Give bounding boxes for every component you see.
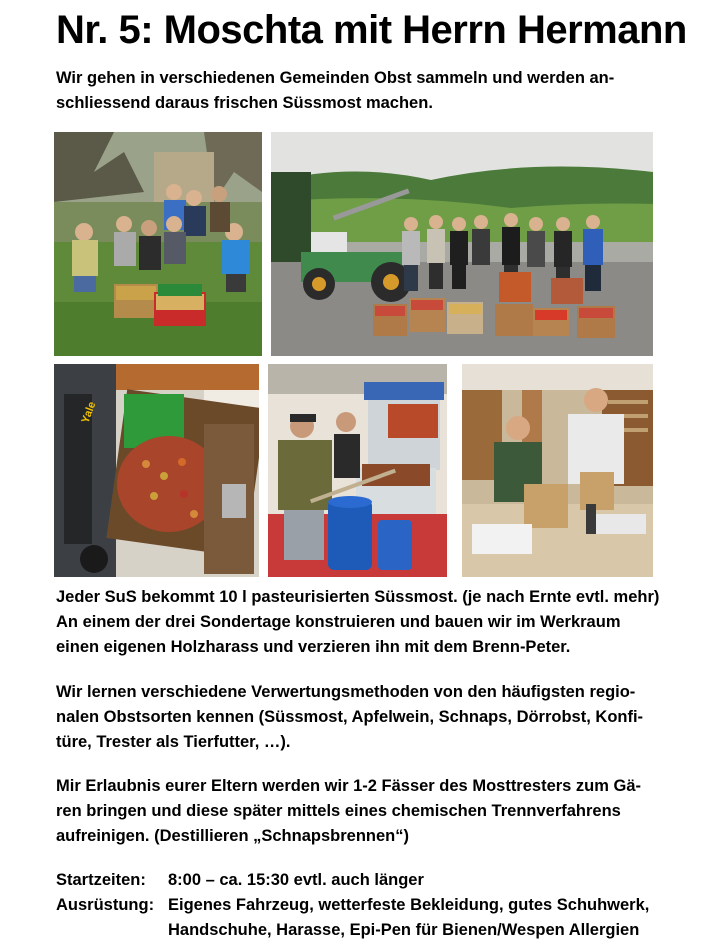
- info-table: [56, 868, 649, 943]
- paragraph-distilling: [56, 774, 662, 849]
- paragraph-2-line-3: türe, Trester als Tierfutter, …).: [56, 733, 291, 751]
- intro-paragraph: [56, 66, 662, 116]
- paragraph-3-line-2: ren bringen und diese später mittels eines chemischen Trennverfahrens: [56, 802, 621, 820]
- intro-line-1: Wir gehen in verschiedenen Gemeinden Obst sammeln und werden an-: [56, 69, 615, 87]
- info-row-start: [56, 868, 649, 893]
- start-value: 8:00 – ca. 15:30 evtl. auch länger: [168, 871, 424, 889]
- intro-line-2: schliessend daraus frischen Süssmost machen.: [56, 94, 433, 112]
- paragraph-1-line-2: An einem der drei Sondertage konstruieren und bauen wir im Werkraum: [56, 613, 621, 631]
- photo-apple-press: [268, 364, 447, 577]
- equipment-value-1: Eigenes Fahrzeug, wetterfeste Bekleidung, gutes Schuhwerk,: [168, 896, 650, 914]
- equipment-label: Ausrüstung:: [56, 896, 155, 914]
- paragraph-harvest: [56, 585, 662, 660]
- yale-label: Yale: [79, 400, 99, 426]
- paragraph-methods: [56, 680, 662, 755]
- info-row-equipment-cont: [56, 918, 649, 943]
- photo-orchard-group: [54, 132, 262, 356]
- paragraph-3-line-3: aufreinigen. (Destillieren „Schnapsbrennen“): [56, 827, 409, 845]
- photo-workshop: [462, 364, 653, 577]
- paragraph-3-line-1: Mir Erlaubnis eurer Eltern werden wir 1-2 Fässer des Mosttresters zum Gä-: [56, 777, 642, 795]
- info-row-equipment: [56, 893, 649, 918]
- start-label: Startzeiten:: [56, 871, 146, 889]
- photo-tractor-group: [271, 132, 653, 356]
- paragraph-1-line-3: einen eigenen Holzharass und verzieren ihn mit dem Brenn-Peter.: [56, 638, 571, 656]
- paragraph-1-line-1: Jeder SuS bekommt 10 l pasteurisierten Süssmost. (je nach Ernte evtl. mehr): [56, 588, 660, 606]
- page-title: Nr. 5: Moschta mit Herrn Hermann: [56, 8, 687, 52]
- paragraph-2-line-2: nalen Obstsorten kennen (Süssmost, Apfelwein, Schnaps, Dörrobst, Konfi-: [56, 708, 644, 726]
- equipment-value-2: Handschuhe, Harasse, Epi-Pen für Bienen/Wespen Allergien: [168, 921, 640, 939]
- paragraph-2-line-1: Wir lernen verschiedene Verwertungsmethoden von den häufigsten regio-: [56, 683, 636, 701]
- photo-forklift-apples: [54, 364, 259, 577]
